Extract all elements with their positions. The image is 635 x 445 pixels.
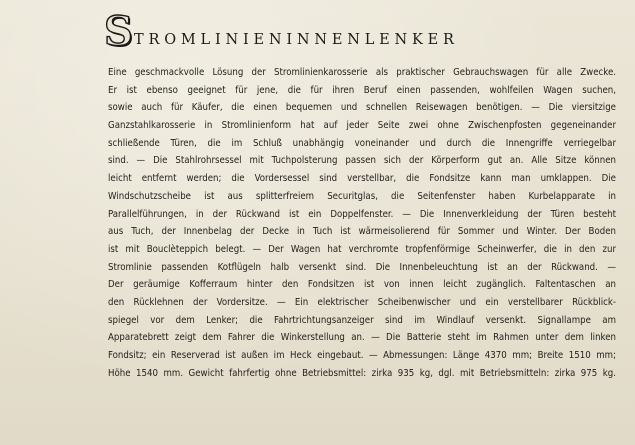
- text-line: leicht entfernt werden; die Vordersessel sind verstellbar, die Fondsitze kann man umklappen. Die: [108, 173, 616, 185]
- text-line: sowie auch für Käufer, die einen bequemen und schnellen Reisewagen benötigen. — Die viersitzige: [108, 102, 616, 114]
- text-line: Eine geschmackvolle Lösung der Stromlinienkarosserie als praktischer Gebrauchswagen für alle Zwecke.: [108, 67, 616, 78]
- title-text: TROMLINIENINNENLENKER: [134, 32, 459, 48]
- title-initial-letter: S: [104, 8, 133, 55]
- text-line: Er ist ebenso geeignet für jene, die für ihren Beruf einen passenden, wohlfeilen Wagen suchen,: [108, 84, 616, 96]
- text-line: Stromlinie passenden Kotflügeln halb versenkt sind. Die Innenbeleuchtung ist an der Rückwand. —: [108, 261, 616, 273]
- text-line: Windschutzscheibe ist aus splitterfreiem Securitglas, die Seitenfenster haben Kurbelapparate in: [108, 190, 616, 202]
- text-line: aus Tuch, der Innenbelag der Decke in Tuch ist wärmeisolierend für Sommer und Winter. Der Boden: [108, 226, 616, 238]
- text-line: den Rücklehnen der Vordersitze. — Ein elektrischer Scheibenwischer und ein verstellbarer Rückblick-: [108, 296, 616, 308]
- text-line: Parallelführungen, in der Rückwand ist ein Doppelfenster. — Die Innenverkleidung der Türen besteht: [108, 208, 616, 220]
- page-title: [104, 8, 624, 55]
- text-line: Ganzstahlkarosserie in Stromlinienform hat auf jeder Seite zwei ohne Zwischenpfosten gegeneinander: [108, 120, 616, 132]
- text-line: Höhe 1540 mm. Gewicht fahrfertig ohne Betriebsmittel: zirka 935 kg, dgl. mit Betriebsmitteln: zirka 975 kg.: [108, 367, 616, 379]
- text-line: Fondsitz; ein Reserverad ist außen im Heck eingebaut. — Abmessungen: Länge 4370 mm; Breite 1510 mm;: [108, 350, 616, 361]
- text-line: schließende Türen, die im Schluß unabhängig voneinander und durch die Innengriffe verriegelbar: [108, 137, 616, 149]
- text-line: spiegel vor dem Lenker; die Fahrtrichtungsanzeiger sind im Windlauf versenkt. Signallampe am: [108, 314, 616, 326]
- text-line: ist mit Bouclèteppich belegt. — Der Wagen hat verchromte tropfenförmige Scheinwerfer, die in den zur: [108, 243, 616, 255]
- body-paragraph: [108, 64, 616, 382]
- text-line: Der geräumige Kofferraum hinter den Fondsitzen ist von innen leicht zugänglich. Faltentaschen an: [108, 279, 616, 291]
- text-line: sind. — Die Stahlrohrsessel mit Tuchpolsterung passen sich der Körperform gut an. Alle Sitze können: [108, 155, 616, 167]
- text-line: Apparatebrett zeigt dem Fahrer die Winkerstellung an. — Die Batterie steht im Rahmen unter dem linken: [108, 332, 616, 344]
